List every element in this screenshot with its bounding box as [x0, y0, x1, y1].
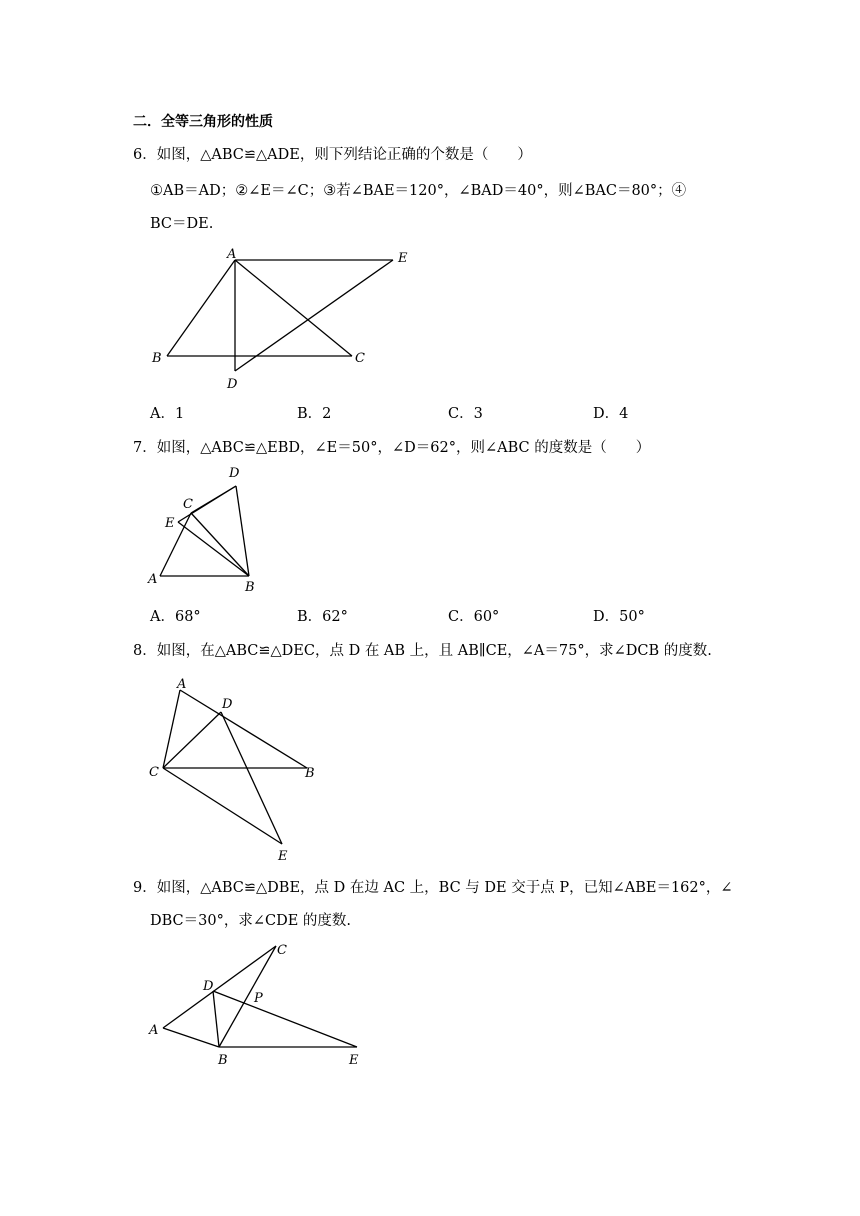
q7-option-a[interactable]: A．68°	[150, 609, 201, 625]
section-title: 二．全等三角形的性质	[133, 114, 273, 130]
q6-option-d[interactable]: D．4	[593, 406, 629, 422]
q7-label-C: C	[183, 497, 193, 512]
q8-label-C: C	[149, 765, 159, 780]
q9-label-E: E	[349, 1053, 359, 1068]
q7-stem: 7．如图，△ABC≌△EBD，∠E＝50°，∠D＝62°，则∠ABC 的度数是（ ）	[133, 440, 651, 456]
q8-segment-AC	[163, 690, 180, 768]
q9-label-D: D	[203, 979, 214, 994]
q7-segment-EB	[178, 522, 249, 576]
q8-figure	[145, 672, 330, 867]
q9-figure	[145, 940, 370, 1070]
q7-option-c[interactable]: C．60°	[448, 609, 500, 625]
q8-label-A: A	[177, 677, 187, 692]
q7-option-b[interactable]: B．62°	[297, 609, 348, 625]
q6-stem: 6．如图，△ABC≌△ADE，则下列结论正确的个数是（ ）	[133, 147, 532, 163]
q6-segment-AC	[235, 260, 352, 356]
q8-label-E: E	[278, 849, 288, 864]
q7-figure	[145, 462, 275, 597]
q6-label-A: A	[227, 247, 237, 262]
q9-stem: 9．如图，△ABC≌△DBE，点 D 在边 AC 上，BC 与 DE 交于点 P，已知∠ABE＝162°，∠	[133, 880, 733, 896]
q8-label-B: B	[305, 766, 315, 781]
q7-label-E: E	[165, 516, 175, 531]
q6-label-E: E	[398, 251, 408, 266]
q7-label-D: D	[229, 466, 240, 481]
q7-label-B: B	[245, 580, 255, 595]
q9-label-B: B	[218, 1053, 228, 1068]
q6-statements: ①AB＝AD；②∠E＝∠C；③若∠BAE＝120°，∠BAD＝40°，则∠BAC＝80°；④	[150, 183, 687, 199]
q6-statements-cont: BC＝DE.	[150, 216, 214, 232]
q7-label-A: A	[148, 572, 158, 587]
q6-label-D: D	[227, 377, 238, 392]
q7-segment-CB	[191, 513, 249, 576]
q9-label-C: C	[277, 943, 287, 958]
q8-segment-AB	[180, 690, 307, 768]
q6-segment-DE	[235, 260, 393, 371]
q9-segment-DB	[213, 991, 219, 1047]
q6-segment-AB	[167, 260, 235, 356]
q6-option-c[interactable]: C．3	[448, 406, 483, 422]
q8-label-D: D	[222, 697, 233, 712]
q6-label-B: B	[152, 351, 162, 366]
q7-segment-DB	[236, 486, 249, 576]
q7-option-d[interactable]: D．50°	[593, 609, 645, 625]
q9-stem-cont: DBC＝30°，求∠CDE 的度数.	[150, 913, 352, 929]
q8-stem: 8．如图，在△ABC≌△DEC，点 D 在 AB 上，且 AB∥CE，∠A＝75°，求∠DCB 的度数.	[133, 643, 712, 659]
q6-option-a[interactable]: A．1	[150, 406, 185, 422]
q6-figure	[145, 240, 425, 395]
q6-option-b[interactable]: B．2	[297, 406, 332, 422]
q9-segment-AC	[163, 946, 276, 1028]
q6-label-C: C	[355, 351, 365, 366]
q9-segment-AB	[163, 1028, 219, 1047]
q9-label-P: P	[254, 991, 263, 1006]
q9-label-A: A	[149, 1023, 159, 1038]
q8-segment-CD	[163, 712, 221, 768]
